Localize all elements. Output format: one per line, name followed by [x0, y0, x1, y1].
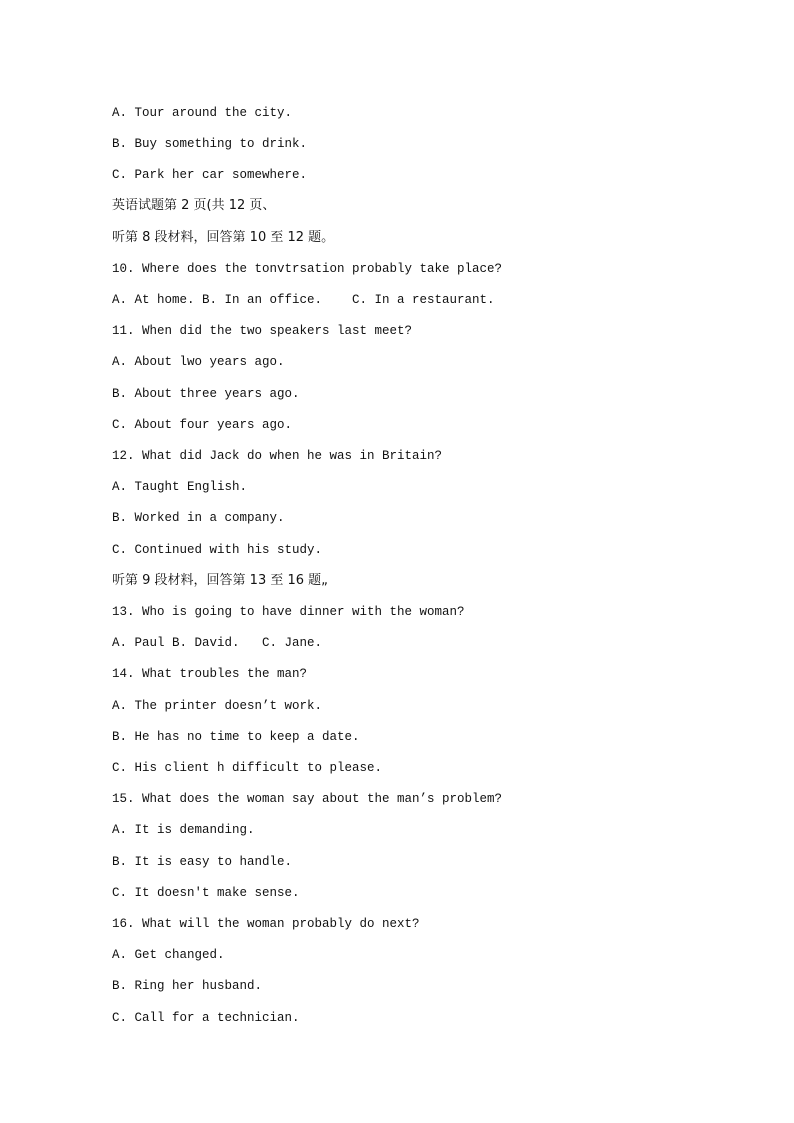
- option-line: A. Tour around the city.: [112, 106, 293, 120]
- option-line: C. It doesn't make sense.: [112, 886, 300, 900]
- option-line: A. The printer doesn’t work.: [112, 699, 323, 713]
- option-line: A. Taught English.: [112, 480, 248, 494]
- option-line: C. His client h difficult to please.: [112, 761, 383, 775]
- option-line: A. It is demanding.: [112, 823, 255, 837]
- question-line: 15. What does the woman say about the man’s problem?: [112, 792, 503, 806]
- option-line: C. About four years ago.: [112, 418, 293, 432]
- question-line: 14. What troubles the man?: [112, 667, 308, 681]
- option-line: B. Ring her husband.: [112, 979, 263, 993]
- option-line: B. He has no time to keep a date.: [112, 730, 360, 744]
- option-line: C. Call for a technician.: [112, 1011, 300, 1025]
- section-instruction: 听第 8 段材料，回答第 10 至 12 题。: [112, 230, 335, 245]
- option-line: A. About lwo years ago.: [112, 355, 285, 369]
- option-line: C. Continued with his study.: [112, 543, 323, 557]
- option-line: A. Get changed.: [112, 948, 225, 962]
- option-line: B. Worked in a company.: [112, 511, 285, 525]
- option-line: B. Buy something to drink.: [112, 137, 308, 151]
- option-line: A. Paul B. David. C. Jane.: [112, 636, 323, 650]
- question-line: 11. When did the two speakers last meet?: [112, 324, 413, 338]
- question-line: 16. What will the woman probably do next?: [112, 917, 420, 931]
- section-instruction: 听第 9 段材料，回答第 13 至 16 题„: [112, 573, 328, 588]
- option-line: A. At home. B. In an office. C. In a restaurant.: [112, 293, 495, 307]
- page-footer-note: 英语试题第 2 页(共 12 页、: [112, 198, 276, 213]
- question-line: 13. Who is going to have dinner with the woman?: [112, 605, 465, 619]
- option-line: B. About three years ago.: [112, 387, 300, 401]
- question-line: 10. Where does the tonvtrsation probably take place?: [112, 262, 503, 276]
- question-line: 12. What did Jack do when he was in Britain?: [112, 449, 443, 463]
- option-line: B. It is easy to handle.: [112, 855, 293, 869]
- option-line: C. Park her car somewhere.: [112, 168, 308, 182]
